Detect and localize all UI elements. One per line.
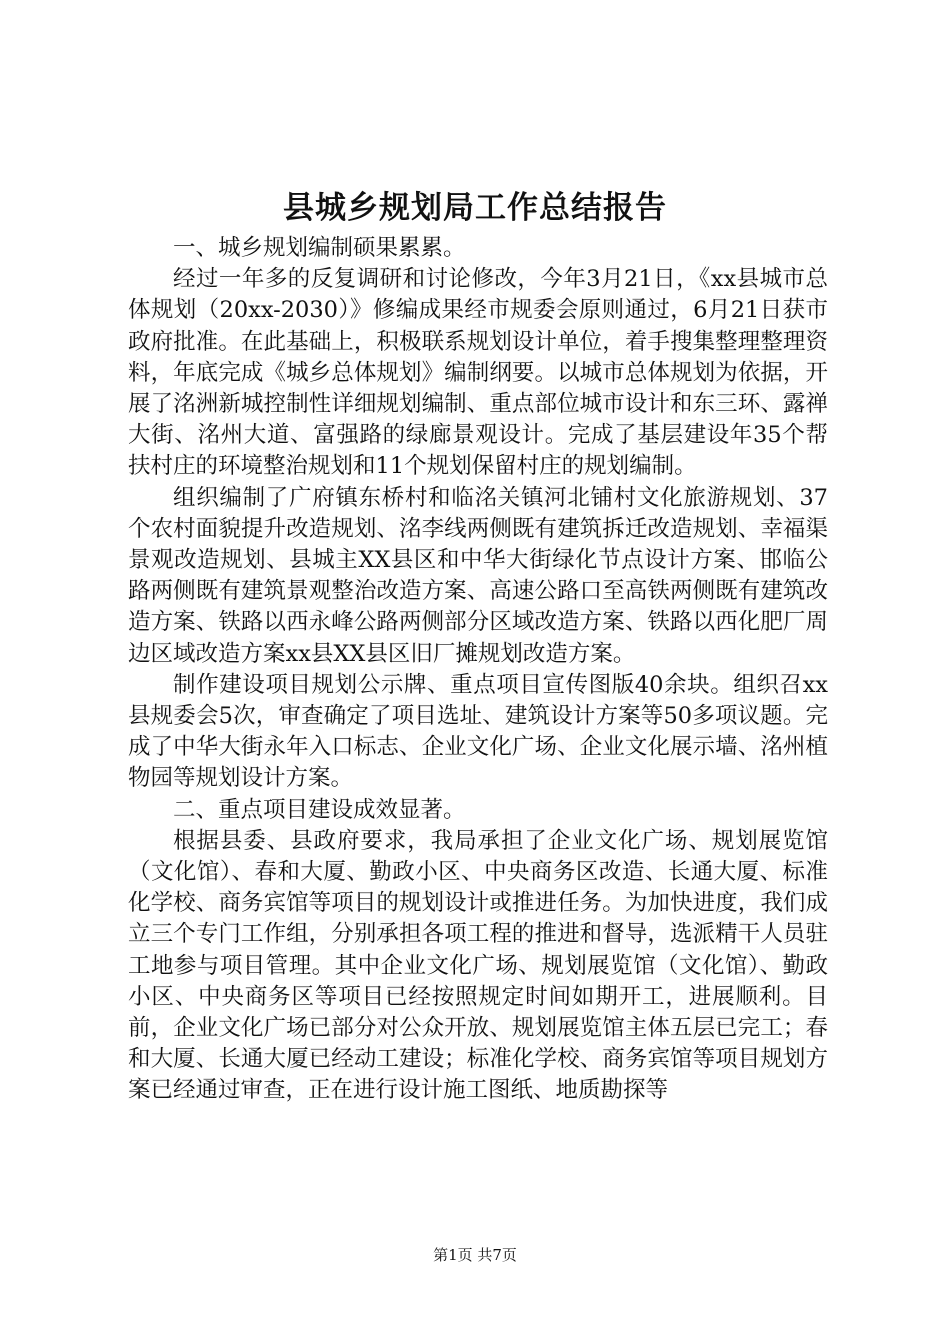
- section-heading-2: 二、重点项目建设成效显著。: [173, 796, 466, 823]
- paragraph: 制作建设项目规划公示牌、重点项目宣传图版40余块。组织召xx县规委会5次，审查确定了项目选址、建筑设计方案等50多项议题。完成了中华大街永年入口标志、企业文化广场、企业文化展示墙、洺州植物园等规划设计方案。: [128, 671, 828, 792]
- paragraph: 经过一年多的反复调研和讨论修改，今年3月21日，《xx县城市总体规划（20xx-2030）》修编成果经市规委会原则通过，6月21日获市政府批准。在此基础上，积极联系规划设计单位，着手搜集整理整理资料，年底完成《城乡总体规划》编制纲要。以城市总体规划为依据，开展了洺洲新城控制性详细规划编制、重点部位城市设计和东三环、露禅大街、洺州大道、富强路的绿廊景观设计。完成了基层建设年35个帮扶村庄的环境整治规划和11个规划保留村庄的规划编制。: [128, 266, 828, 480]
- paragraph: 组织编制了广府镇东桥村和临洺关镇河北铺村文化旅游规划、37个农村面貌提升改造规划、洺李线两侧既有建筑拆迁改造规划、幸福渠景观改造规划、县城主XX县区和中华大街绿化节点设计方案、邯临公路两侧既有建筑景观整治改造方案、高速公路口至高铁两侧既有建筑改造方案、铁路以西永峰公路两侧部分区域改造方案、铁路以西化肥厂周边区域改造方案xx县XX县区旧厂摊规划改造方案。: [128, 484, 828, 667]
- document-body: [128, 233, 828, 1107]
- section-heading-1: 一、城乡规划编制硕果累累。: [173, 235, 466, 261]
- page-number-footer: 第1页 共7页: [433, 1246, 517, 1264]
- document-title: 县城乡规划局工作总结报告: [283, 190, 667, 226]
- paragraph: 根据县委、县政府要求，我局承担了企业文化广场、规划展览馆（文化馆）、春和大厦、勤政小区、中央商务区改造、长通大厦、标准化学校、商务宾馆等项目的规划设计或推进任务。为加快进度，我们成立三个专门工作组，分别承担各项工程的推进和督导，选派精干人员驻工地参与项目管理。其中企业文化广场、规划展览馆（文化馆）、勤政小区、中央商务区等项目已经按照规定时间如期开工，进展顺利。目前，企业文化广场已部分对公众开放、规划展览馆主体五层已完工；春和大厦、长通大厦已经动工建设；标准化学校、商务宾馆等项目规划方案已经通过审查，正在进行设计施工图纸、地质勘探等: [128, 827, 828, 1104]
